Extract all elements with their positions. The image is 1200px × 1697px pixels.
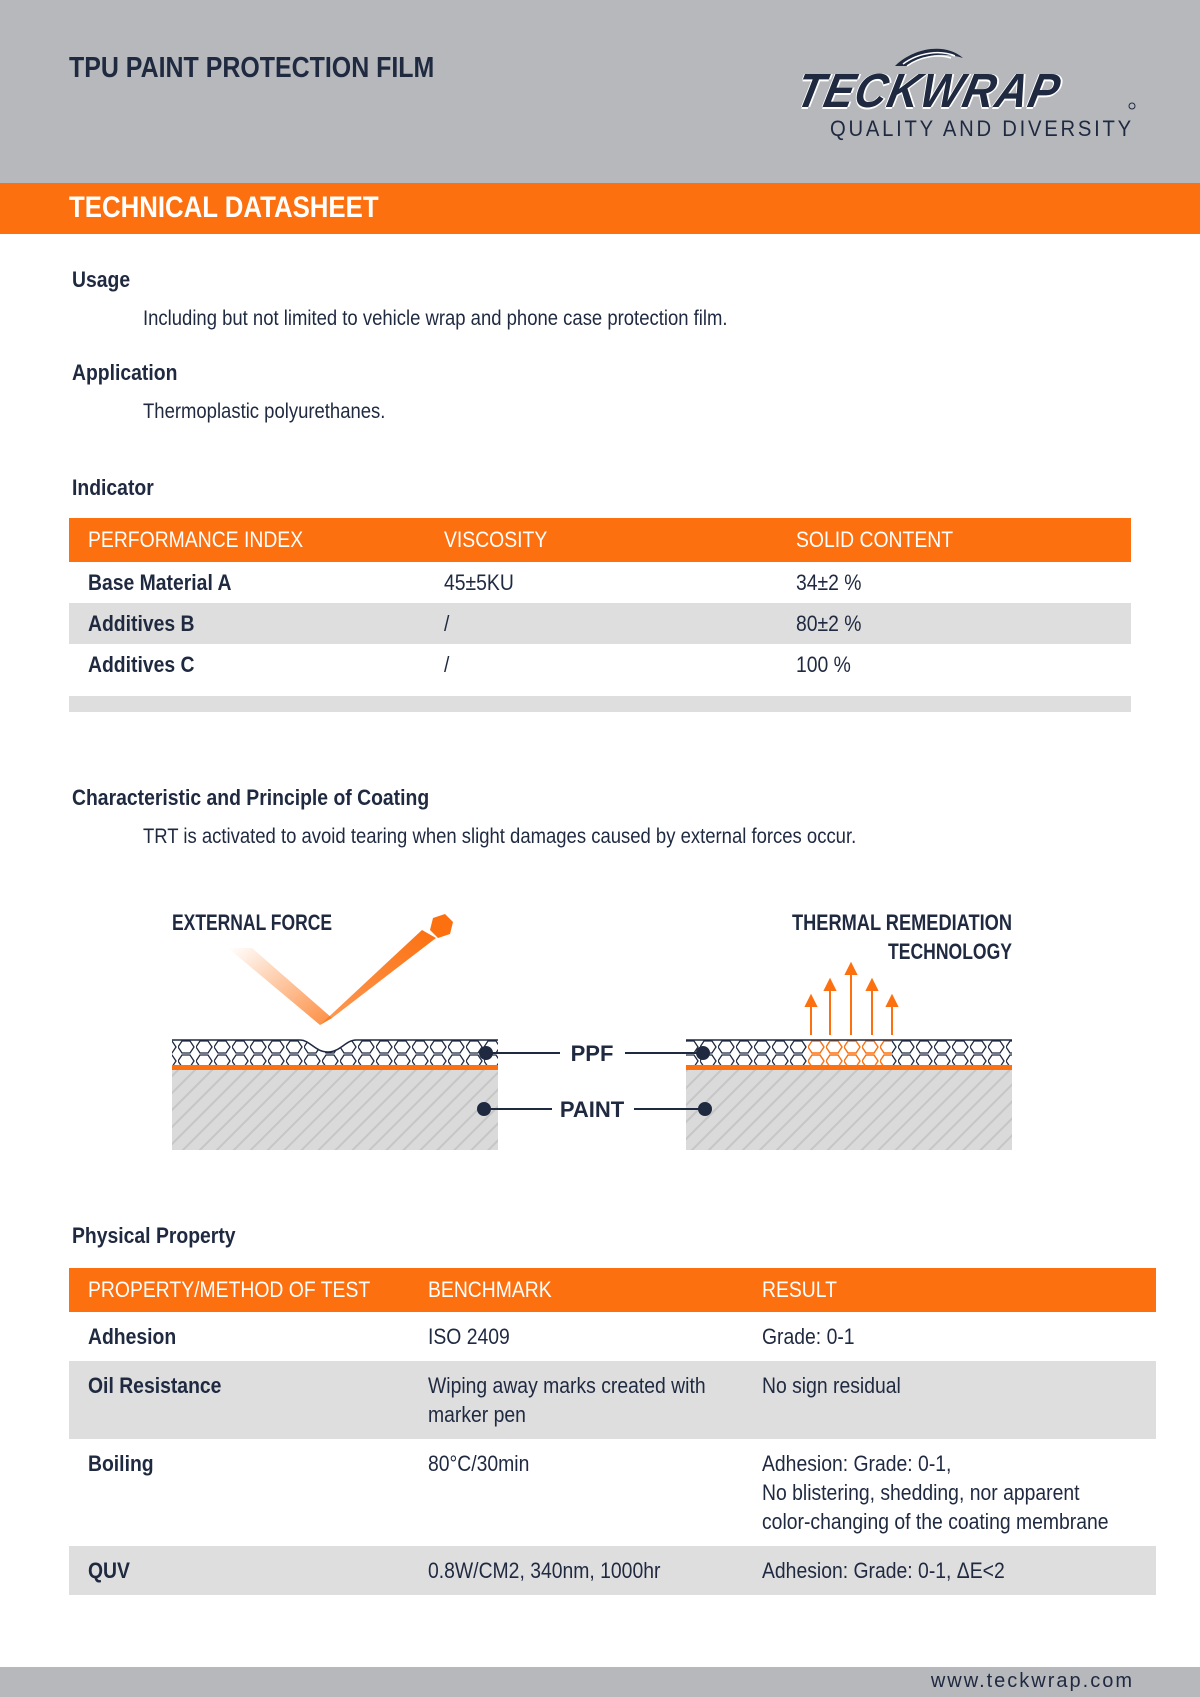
indicator-table-footer-strip — [69, 696, 1131, 712]
indicator-header-row — [69, 518, 1131, 562]
coating-diagram — [160, 900, 1040, 1160]
physical-cell: Oil Resistance — [69, 1361, 409, 1439]
indicator-cell: 80±2 % — [777, 603, 1131, 644]
logo-wordmark: TECKWRAP — [791, 65, 1066, 118]
physical-col-header: RESULT — [743, 1268, 1156, 1312]
physical-cell: Boiling — [88, 1451, 154, 1476]
table-row — [69, 603, 1131, 644]
physical-cell: Adhesion — [88, 1324, 177, 1349]
indicator-col-header: PERFORMANCE INDEX — [69, 518, 425, 562]
physical-cell: 0.8W/CM2, 340nm, 1000hr — [409, 1546, 743, 1595]
physical-cell: Wiping away marks created with marker pen — [409, 1361, 743, 1439]
table-row — [69, 1361, 1156, 1439]
indicator-cell: Additives C — [88, 652, 195, 677]
physical-cell: Adhesion: Grade: 0-1, ΔE<2 — [743, 1546, 1156, 1595]
application-heading: Application — [72, 360, 178, 385]
ppf-label: PPF — [570, 1041, 614, 1066]
logo-tagline: QUALITY AND DIVERSITY — [830, 116, 1134, 141]
physical-cell: Adhesion: Grade: 0-1, No blistering, shedding, nor apparent color-changing of the coating membrane — [762, 1451, 1109, 1534]
indicator-heading: Indicator — [72, 475, 154, 500]
heat-arrow-icons — [806, 964, 897, 1035]
left-orange-interface — [172, 1065, 498, 1070]
indicator-cell: / — [444, 652, 450, 677]
indicator-col-header: VISCOSITY — [425, 518, 777, 562]
force-beam-incoming — [228, 948, 332, 1025]
physical-table — [69, 1268, 1156, 1595]
coating-heading: Characteristic and Principle of Coating — [72, 785, 430, 810]
table-row — [69, 1546, 1156, 1595]
coating-text: TRT is activated to avoid tearing when slight damages caused by external forces occur. — [143, 825, 857, 848]
teckwrap-logo — [791, 44, 1140, 146]
physical-cell: QUV — [69, 1546, 409, 1595]
left-paint-layer — [172, 1070, 498, 1150]
table-row — [69, 1312, 1156, 1361]
technology-label: TECHNOLOGY — [888, 939, 1013, 964]
right-ppf-healed-zone — [808, 1040, 892, 1065]
indicator-table — [69, 518, 1131, 685]
document-title: TPU PAINT PROTECTION FILM — [69, 52, 435, 84]
application-text: Thermoplastic polyurethanes. — [143, 400, 386, 423]
physical-cell: 80°C/30min — [427, 1451, 530, 1476]
physical-cell: ISO 2409 — [427, 1324, 510, 1349]
table-row — [69, 1439, 1156, 1546]
force-beam-outgoing — [320, 930, 436, 1025]
table-row — [69, 562, 1131, 603]
physical-col-header: PROPERTY/METHOD OF TEST — [69, 1268, 409, 1312]
usage-text: Including but not limited to vehicle wrap and phone case protection film. — [143, 307, 728, 330]
usage-heading: Usage — [72, 267, 131, 292]
paint-label: PAINT — [559, 1097, 625, 1122]
physical-header-row — [69, 1268, 1156, 1312]
right-paint-layer — [686, 1070, 1012, 1150]
external-force-label: EXTERNAL FORCE — [172, 910, 332, 935]
physical-cell: No sign residual — [743, 1361, 1156, 1439]
footer-website-link[interactable]: www.teckwrap.com — [930, 1670, 1134, 1692]
table-row — [69, 644, 1131, 685]
indicator-cell: 45±5KU — [444, 570, 514, 595]
indicator-cell: 100 % — [796, 652, 851, 677]
physical-cell: Grade: 0-1 — [762, 1324, 855, 1349]
indicator-cell: Additives B — [69, 603, 425, 644]
indicator-cell: Base Material A — [88, 570, 232, 595]
left-ppf-layer — [172, 1040, 498, 1065]
section-banner-title: TECHNICAL DATASHEET — [69, 191, 379, 224]
indicator-cell: / — [425, 603, 777, 644]
thermal-remediation-label: THERMAL REMEDIATION — [792, 910, 1012, 935]
force-impactor-icon — [430, 914, 453, 938]
physical-heading: Physical Property — [72, 1223, 236, 1248]
indicator-col-header: SOLID CONTENT — [777, 518, 1131, 562]
indicator-cell: 34±2 % — [796, 570, 862, 595]
right-orange-interface — [686, 1065, 1012, 1070]
physical-col-header: BENCHMARK — [409, 1268, 743, 1312]
